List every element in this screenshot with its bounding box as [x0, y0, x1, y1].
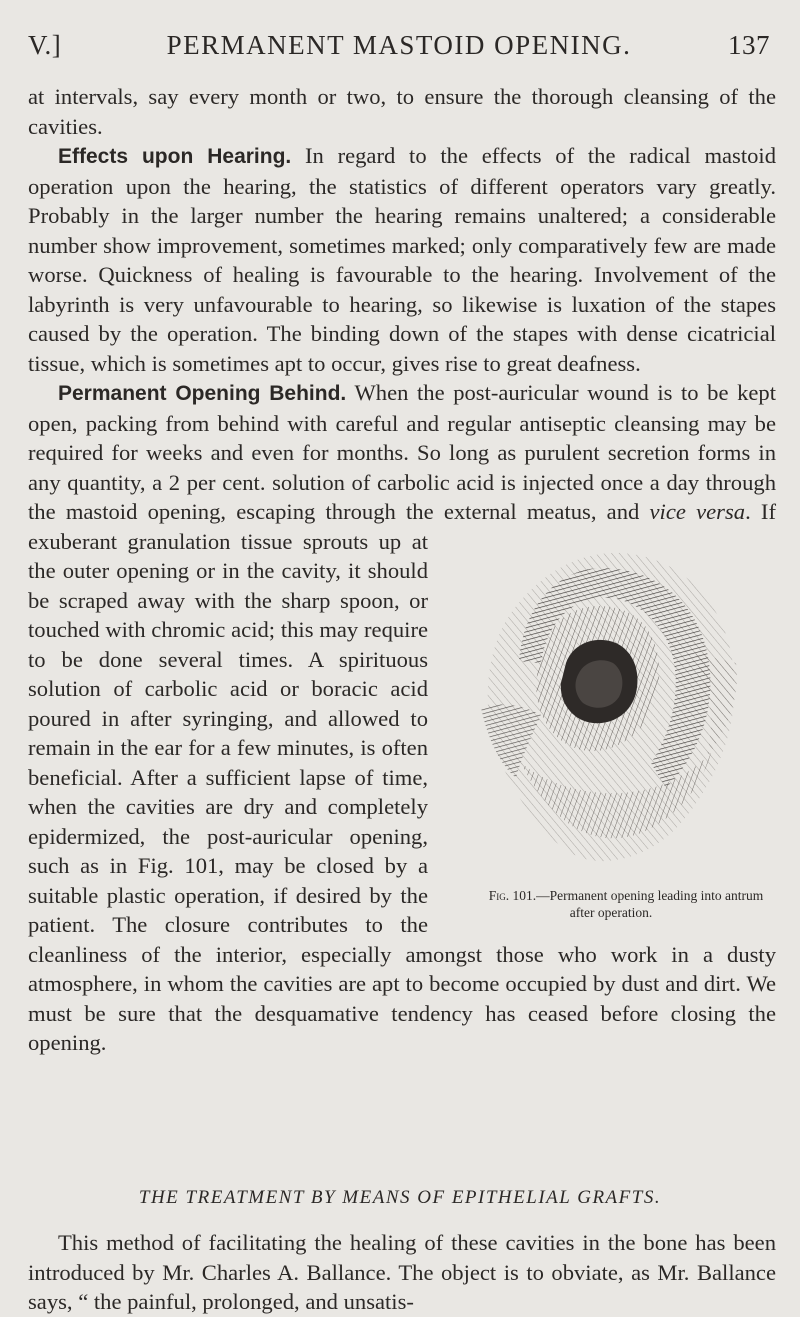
paragraph-text: In regard to the effects of the radical mastoid operation upon the hearing, the statistics of different operators vary greatly. Probably in the larger number the hearing remains unaltered; a considerable number show improvement, sometimes marked; only comparatively few are made worse. Quickness of healing is favourable to the hearing. Involvement of the labyrinth is very unfavourable to hearing, so likewise is luxation of the stapes caused by the operation. The binding down of the stapes with dense cicatricial tissue, which is sometimes apt to occur, gives rise to great deafness.	[28, 143, 776, 376]
section-heading-epithelial-grafts: THE TREATMENT BY MEANS OF EPITHELIAL GRAFTS.	[138, 1187, 662, 1208]
main-text-continued	[28, 1228, 776, 1317]
section-lead-permanent-opening: Permanent Opening Behind.	[58, 382, 347, 405]
paragraph-text: When the post-auricular wound is to be kept open, packing from behind with careful and regular antiseptic cleansing may be required for weeks and even for months. So long as purulent secretion forms in any quantity, a 2 per cent. solution of carbolic acid is injected once a day through the mastoid opening, escaping through the external meatus, and	[28, 380, 776, 524]
section-lead-effects-upon-hearing: Effects upon Hearing.	[58, 145, 292, 168]
main-text	[28, 82, 776, 1058]
italic-phrase: vice versa	[649, 499, 746, 524]
paragraph-permanent-opening	[28, 378, 776, 1058]
figure-label: Fig. 101.	[488, 887, 537, 903]
chapter-number: V.]	[28, 30, 62, 60]
figure-caption-text: —Permanent opening leading into antrum after operation.	[536, 887, 764, 920]
running-title: PERMANENT MASTOID OPENING.	[166, 30, 632, 60]
figure-caption	[446, 887, 776, 921]
running-header	[28, 30, 770, 70]
page-number: 137	[728, 30, 770, 60]
ear-illustration	[461, 533, 761, 883]
paragraph-text: . If exuberant granulation tissue sprouts up at the outer opening or in the cavity, it should be scraped away with the sharp spoon, or touched with chromic acid; this may require to be done several times. A spirituous solution of carbolic acid or boracic acid poured in after syringing, and allowed to remain in the ear for a few minutes, is often beneficial. After a sufficient lapse of time, when the cavities are dry and completely epidermized, the post-auricular opening, such as in Fig. 101, may be closed by a suitable plastic operation, if desired by the patient. The closure contributes to the cleanliness of the interior, especially amongst those who work in a dusty atmosphere, in whom the cavities are apt to become occupied by dust and dirt. We must be sure that the desquamative tendency has ceased before closing the opening.	[28, 499, 776, 1055]
figure-101	[446, 533, 776, 929]
paragraph-effects-upon-hearing	[28, 141, 776, 378]
paragraph-continuation: at intervals, say every month or two, to ensure the thorough cleansing of the cavities.	[28, 84, 776, 139]
paragraph-epithelial-grafts: This method of facilitating the healing of these cavities in the bone has been introduced by Mr. Charles A. Ballance. The object is to obviate, as Mr. Ballance says, “ the painful, prolonged, and unsatis-	[28, 1230, 776, 1314]
